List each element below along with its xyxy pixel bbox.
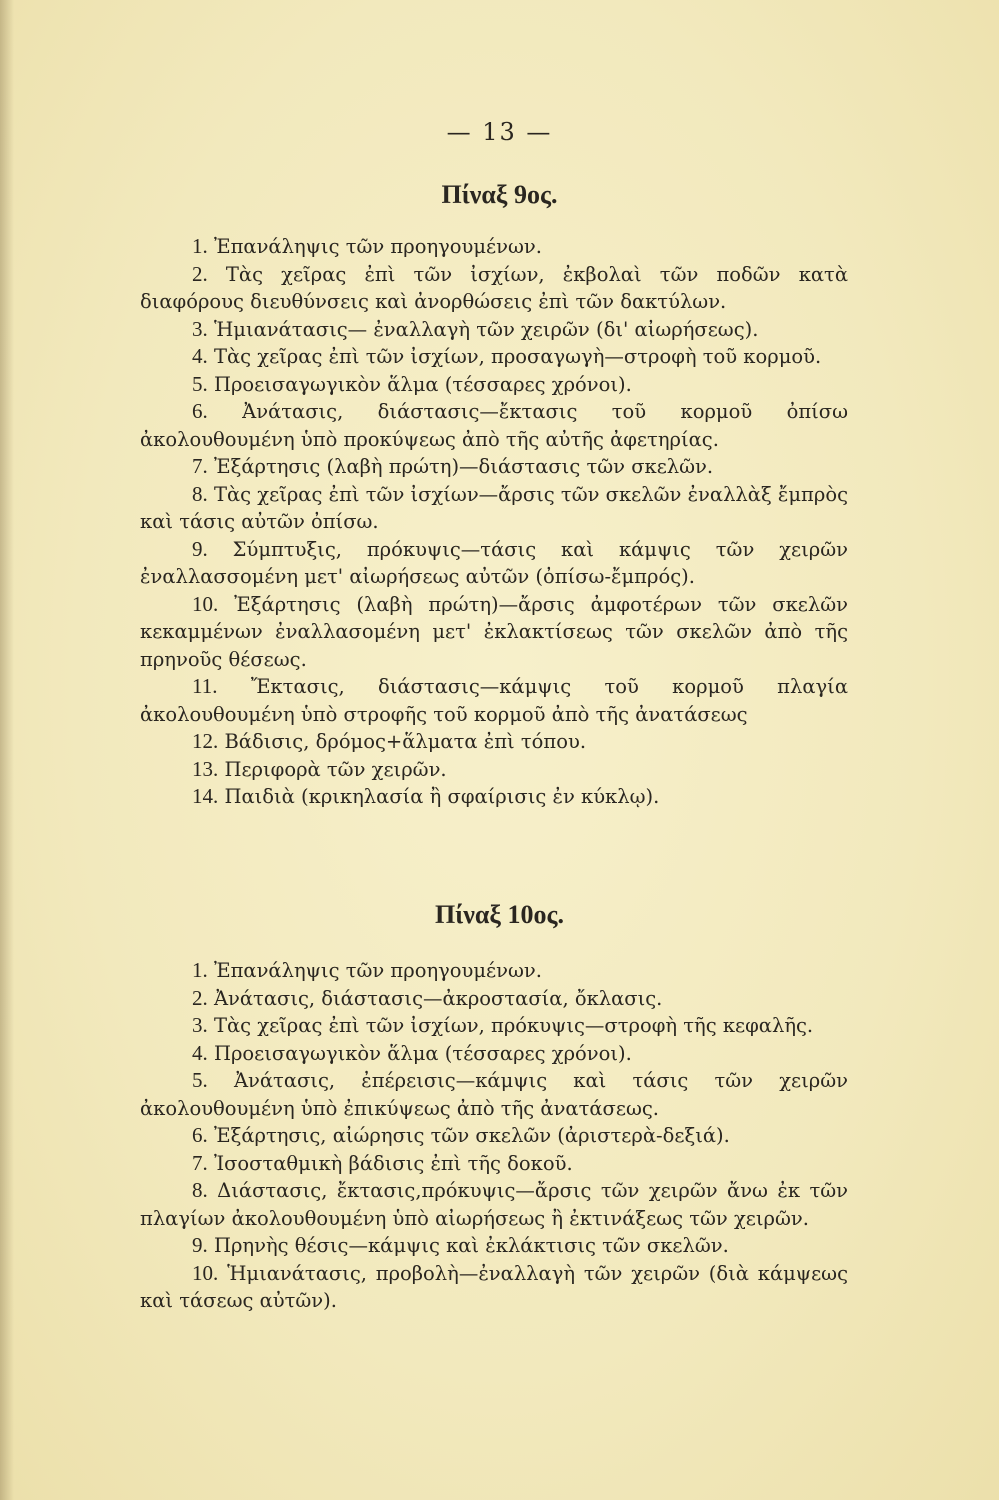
list-item bbox=[140, 453, 848, 481]
item-number: 1. bbox=[192, 234, 208, 258]
item-number: 8. bbox=[192, 481, 208, 506]
item-number: 7. bbox=[192, 454, 208, 478]
list-item bbox=[140, 728, 848, 756]
item-text: Τὰς χεῖρας ἐπὶ τῶν ἰσχίων, προσαγωγὴ—στροφὴ τοῦ κορμοῦ. bbox=[213, 345, 822, 368]
item-text: Ἐξάρτησις (λαβὴ πρώτη)—διάστασις τῶν σκελῶν. bbox=[213, 455, 714, 478]
item-text: Ἀνάτασις, διάστασις—ἀκροστασία, ὄκλασις. bbox=[213, 986, 663, 1010]
item-number: 10. bbox=[192, 1260, 219, 1285]
page-number: — 13 — bbox=[446, 118, 553, 146]
item-text: Προεισαγωγικὸν ἅλμα (τέσσαρες χρόνοι). bbox=[213, 372, 632, 396]
list-item bbox=[140, 343, 848, 371]
list-item bbox=[140, 673, 848, 728]
item-number: 10. bbox=[192, 591, 219, 616]
item-text: Ἡμιανάτασις, προβολὴ—ἐναλλαγὴ τῶν χειρῶν (διὰ κάμψεως καὶ τάσεως αὐτῶν). bbox=[140, 1261, 848, 1312]
section-title-9: Πίναξ 9ος. bbox=[441, 180, 558, 209]
item-number: 4. bbox=[192, 1040, 208, 1065]
list-item bbox=[140, 957, 848, 985]
item-number: 7. bbox=[192, 1150, 208, 1175]
list-item bbox=[140, 316, 848, 344]
item-number: 12. bbox=[192, 729, 219, 753]
item-number: 13. bbox=[192, 756, 219, 781]
item-text: Ἰσοσταθμικὴ βάδισις ἐπὶ τῆς δοκοῦ. bbox=[213, 1151, 573, 1175]
exercise-list-10 bbox=[140, 957, 848, 1315]
section-title-10: Πίναξ 10ος. bbox=[435, 900, 564, 929]
item-text: Ἀνάτασις, ἐπέρεισις—κάμψις καὶ τάσις τῶν χειρῶν ἀκολουθουμένη ὑπὸ ἐπικύψεως ἀπὸ τῆς ἀνατάσεως. bbox=[140, 1069, 848, 1120]
item-text: Προεισαγωγικὸν ἅλμα (τέσσαρες χρόνοι). bbox=[213, 1041, 632, 1065]
item-number: 5. bbox=[192, 1068, 208, 1092]
item-number: 4. bbox=[192, 344, 208, 368]
item-number: 6. bbox=[192, 1123, 208, 1147]
list-item bbox=[140, 1177, 848, 1232]
list-item bbox=[140, 1067, 848, 1122]
item-text: Τὰς χεῖρας ἐπὶ τῶν ἰσχίων—ἄρσις τῶν σκελῶν ἐναλλὰξ ἔμπρὸς καὶ τάσις αὐτῶν ὀπίσω. bbox=[140, 482, 848, 533]
item-text: Διάστασις, ἔκτασις,πρόκυψις—ἄρσις τῶν χειρῶν ἄνω ἐκ τῶν πλαγίων ἀκολουθουμένη ὑπὸ αἰωρήσεως ἢ ἐκτινάξεως τῶν χειρῶν. bbox=[140, 1179, 848, 1230]
item-number: 14. bbox=[192, 784, 219, 808]
list-item bbox=[140, 536, 848, 591]
list-item bbox=[140, 783, 848, 811]
exercise-list-9 bbox=[140, 233, 848, 811]
item-text: Ἐξάρτησις, αἰώρησις τῶν σκελῶν (ἀριστερὰ-δεξιά). bbox=[213, 1124, 730, 1147]
item-text: Τὰς χεῖρας ἐπὶ τῶν ἰσχίων, πρόκυψις—στροφὴ τῆς κεφαλῆς. bbox=[213, 1014, 814, 1037]
item-number: 8. bbox=[192, 1178, 208, 1202]
item-number: 9. bbox=[192, 536, 208, 561]
item-text: Πρηνὴς θέσις—κάμψις καὶ ἐκλάκτισις τῶν σκελῶν. bbox=[213, 1234, 729, 1257]
item-text: Ἐπανάληψις τῶν προηγουμένων. bbox=[213, 235, 542, 258]
list-item bbox=[140, 1232, 848, 1260]
list-item bbox=[140, 1122, 848, 1150]
item-text: Ἡμιανάτασις— ἐναλλαγὴ τῶν χειρῶν (δι' αἰωρήσεως). bbox=[213, 317, 759, 341]
item-text: Ἐξάρτησις (λαβὴ πρώτη)—ἄρσις ἀμφοτέρων τῶν σκελῶν κεκαμμένων ἐναλλασομένη μετ' ἐκλακτίσεως τῶν σκελῶν ἀπὸ τῆς πρηνοῦς θέσεως. bbox=[140, 592, 848, 671]
item-number: 11. bbox=[192, 674, 218, 698]
item-text: Περιφορὰ τῶν χειρῶν. bbox=[224, 757, 447, 781]
item-number: 9. bbox=[192, 1233, 208, 1257]
list-item bbox=[140, 481, 848, 536]
item-text: Βάδισις, δρόμος+ἅλματα ἐπὶ τόπου. bbox=[224, 730, 587, 753]
item-text: Ἐπανάληψις τῶν προηγουμένων. bbox=[213, 959, 542, 982]
list-item bbox=[140, 985, 848, 1013]
list-item bbox=[140, 233, 848, 261]
page-edge-shadow bbox=[0, 0, 14, 1500]
item-text: Τὰς χεῖρας ἐπὶ τῶν ἰσχίων, ἐκβολαὶ τῶν ποδῶν κατὰ διαφόρους διευθύνσεις καὶ ἀνορθώσεις ἐπὶ τῶν δακτύλων. bbox=[140, 262, 849, 313]
item-text: Ἔκτασις, διάστασις—κάμψις τοῦ κορμοῦ πλαγία ἀκολουθουμένη ὑπὸ στροφῆς τοῦ κορμοῦ ἀπὸ τῆς ἀνατάσεως bbox=[140, 675, 848, 726]
list-item bbox=[140, 591, 848, 674]
list-item bbox=[140, 1150, 848, 1178]
item-number: 2. bbox=[192, 985, 208, 1010]
list-item bbox=[140, 1012, 848, 1040]
item-number: 3. bbox=[192, 1013, 208, 1037]
list-item bbox=[140, 398, 848, 453]
list-item bbox=[140, 1040, 848, 1068]
item-text: Παιδιὰ (κρικηλασία ἢ σφαίρισις ἐν κύκλῳ). bbox=[224, 785, 660, 808]
item-number: 2. bbox=[192, 261, 208, 286]
item-text: Σύμπτυξις, πρόκυψις—τάσις καὶ κάμψις τῶν χειρῶν ἐναλλασσομένη μετ' αἰωρήσεως αὐτῶν (ὀπίσω-ἔμπρός). bbox=[140, 537, 848, 588]
item-number: 3. bbox=[192, 316, 208, 341]
list-item bbox=[140, 261, 848, 316]
item-number: 5. bbox=[192, 371, 208, 396]
item-number: 1. bbox=[192, 958, 208, 982]
list-item bbox=[140, 1260, 848, 1315]
list-item bbox=[140, 756, 848, 784]
item-number: 6. bbox=[192, 399, 208, 423]
list-item bbox=[140, 371, 848, 399]
item-text: Ἀνάτασις, διάστασις—ἔκτασις τοῦ κορμοῦ ὀπίσω ἀκολουθουμένη ὑπὸ προκύψεως ἀπὸ τῆς αὐτῆς ἀφετηρίας. bbox=[140, 400, 849, 451]
